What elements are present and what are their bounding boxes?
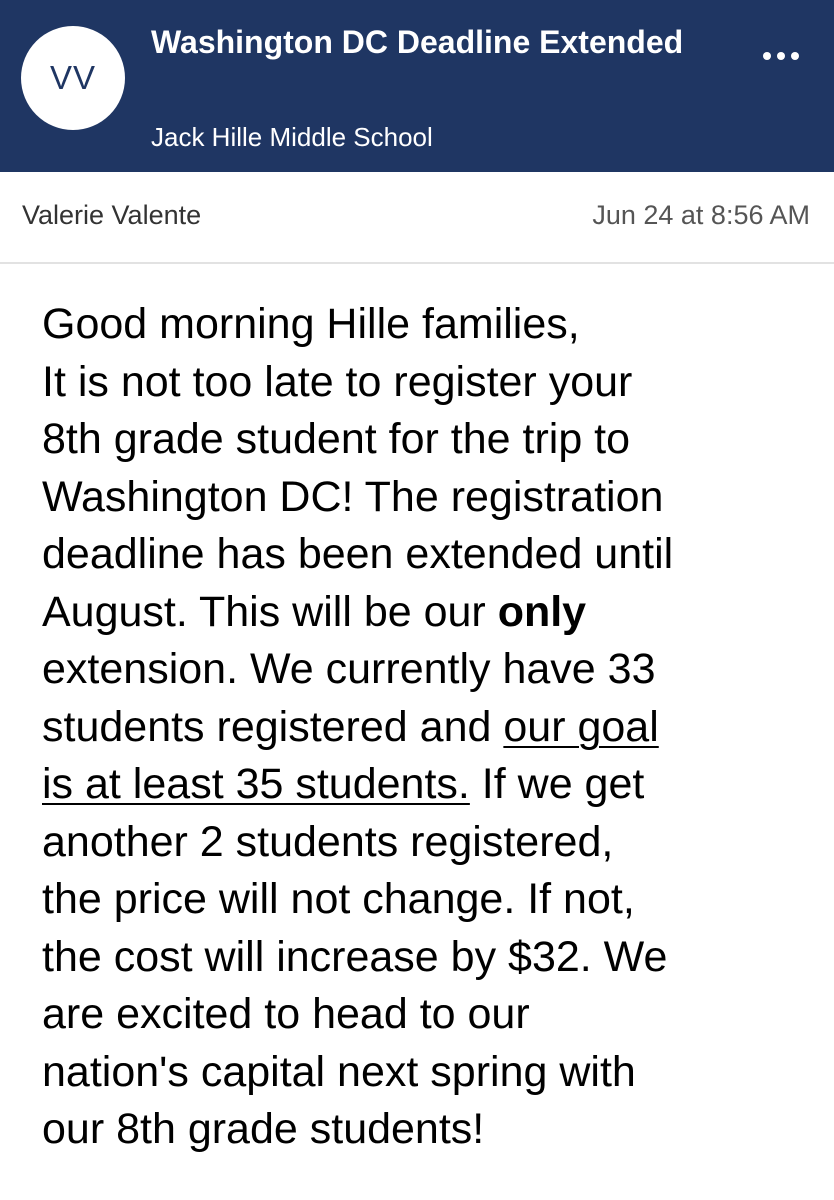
underlined-goal-start: our goal (503, 702, 659, 751)
message-text: August. This will be our (42, 587, 498, 636)
message-body (42, 296, 822, 1159)
message-line: 8th grade student for the trip to (42, 415, 631, 463)
emphasis-only: only (497, 587, 587, 636)
message-line: Washington DC! The registration (42, 472, 664, 521)
message-text: students registered and (42, 702, 504, 751)
underlined-goal-end: is at least 35 students. (42, 760, 470, 808)
message-line: extension. We currently have 33 (42, 645, 656, 693)
more-horizontal-icon (791, 52, 799, 60)
message-line (42, 699, 822, 757)
message-line: Good morning Hille families, (42, 300, 580, 348)
more-horizontal-icon (777, 52, 785, 60)
message-line (42, 584, 822, 642)
sender-name[interactable]: Valerie Valente (22, 200, 202, 230)
message-line (42, 756, 822, 814)
more-horizontal-icon (763, 52, 771, 60)
message-timestamp: Jun 24 at 8:56 AM (592, 200, 810, 230)
message-text: If we get (469, 760, 645, 808)
message-line: nation's capital next spring with (42, 1047, 636, 1096)
message-line: the cost will increase by $32. We (42, 932, 668, 981)
message-meta-bar (0, 172, 834, 264)
message-header (0, 0, 834, 172)
message-title: Washington DC Deadline Extended (151, 24, 684, 60)
avatar-initials: VV (49, 59, 97, 96)
message-line: the price will not change. If not, (42, 875, 635, 923)
message-line: It is not too late to register your (42, 357, 633, 406)
message-line: deadline has been extended until (42, 530, 674, 578)
sender-avatar[interactable] (21, 26, 125, 130)
more-options-button[interactable] (754, 38, 808, 74)
message-line: our 8th grade students! (42, 1105, 485, 1153)
message-line: are excited to head to our (42, 990, 530, 1038)
school-name: Jack Hille Middle School (151, 122, 433, 152)
message-line: another 2 students registered, (42, 817, 614, 866)
